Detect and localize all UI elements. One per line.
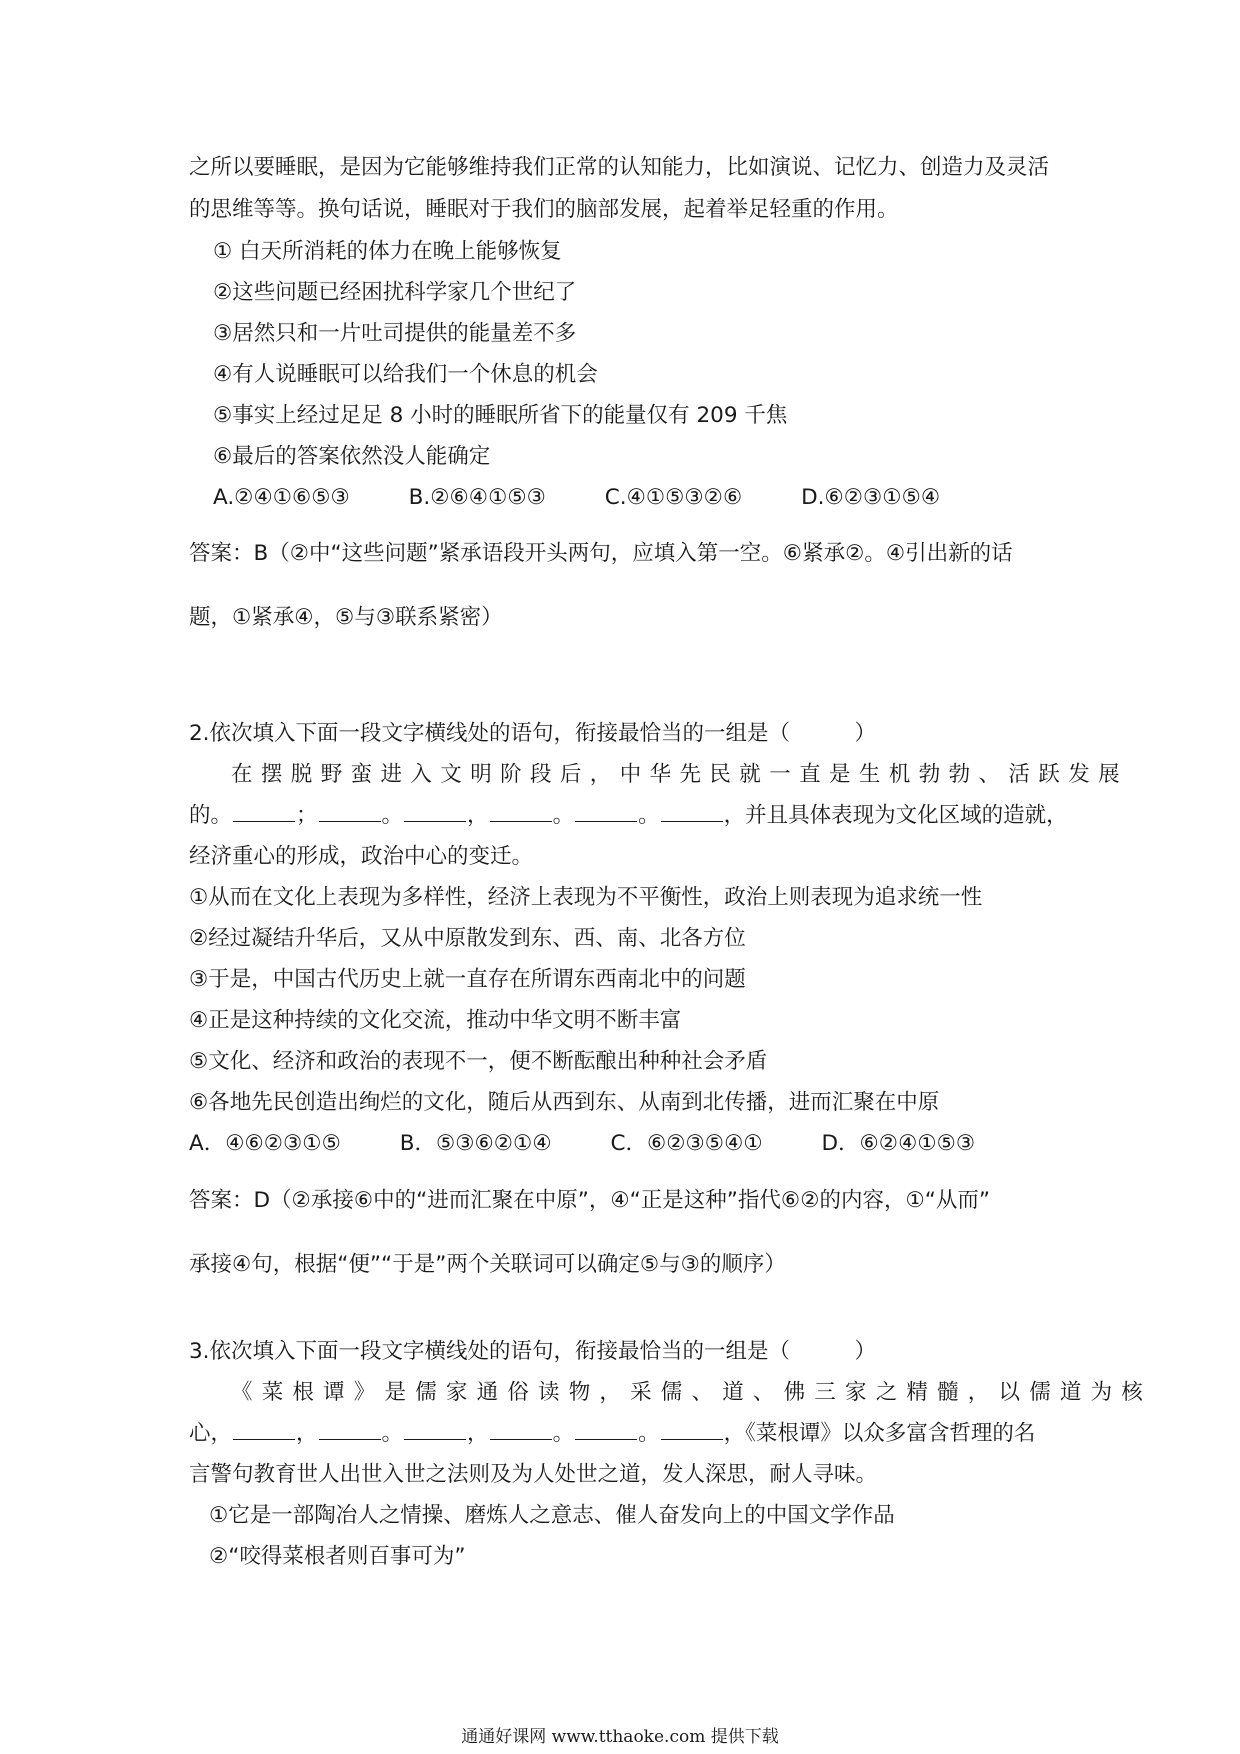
- q1-item: ②这些问题已经困扰科学家几个世纪了: [213, 280, 577, 305]
- q1-answer: 答案：B（②中“这些问题”紧承语段开头两句，应填入第一空。⑥紧承②。④引出新的话: [189, 541, 1013, 566]
- q1-item: ④有人说睡眠可以给我们一个休息的机会: [213, 362, 598, 387]
- q1-item: ③居然只和一片吐司提供的能量差不多: [213, 321, 577, 346]
- q2-passage-start: 的。: [189, 803, 233, 828]
- q3-item: ①它是一部陶冶人之情操、磨炼人之意志、催人奋发向上的中国文学作品: [209, 1503, 895, 1528]
- q2-answer: 承接④句，根据“便”“于是”两个关联词可以确定⑤与③的顺序）: [189, 1252, 786, 1277]
- blank-line: [661, 1421, 723, 1440]
- q3-passage-blanks: 心， ， 。 ， 。 。 ，《菜根谭》以众多富含哲理的名: [189, 1421, 1036, 1446]
- blank-line: [319, 1421, 381, 1440]
- q1-option-d: D.⑥②③①⑤④: [801, 485, 941, 510]
- blank-line: [490, 803, 552, 822]
- q3-passage: 《菜根谭》是儒家通俗读物，采儒、道、佛三家之精髓，以儒道为核: [231, 1380, 1153, 1405]
- q2-passage-end: ，并且具体表现为文化区域的造就，: [723, 803, 1068, 828]
- blank-line: [404, 1421, 466, 1440]
- q2-item: ⑥各地先民创造出绚烂的文化，随后从西到东、从南到北传播，进而汇聚在中原: [189, 1090, 940, 1115]
- q2-option-a: A．④⑥②③①⑤: [189, 1131, 341, 1156]
- q1-option-b: B.②⑥④①⑤③: [408, 485, 546, 510]
- q2-answer: 答案：D（②承接⑥中的“进而汇聚在中原”，④“正是这种”指代⑥②的内容，①“从而”: [189, 1188, 991, 1213]
- q2-options: [189, 1129, 975, 1159]
- q2-item: ④正是这种持续的文化交流，推动中华文明不断丰富: [189, 1008, 682, 1033]
- blank-line: [233, 1421, 295, 1440]
- q2-option-c: C．⑥②③⑤④①: [610, 1131, 763, 1156]
- blank-line: [575, 1421, 637, 1440]
- blank-line: [404, 803, 466, 822]
- q3-passage-start: 心，: [189, 1421, 233, 1446]
- q1-option-c: C.④①⑤③②⑥: [604, 485, 743, 510]
- q3-passage: 言警句教育世人出世入世之法则及为人处世之道，发人深思，耐人寻味。: [189, 1462, 878, 1487]
- q1-options: [213, 483, 940, 513]
- q2-stem: 2.依次填入下面一段文字横线处的语句，衔接最恰当的一组是（ ）: [189, 721, 877, 746]
- blank-line: [661, 803, 723, 822]
- q1-option-a: A.②④①⑥⑤③: [213, 485, 350, 510]
- intro-line: 的思维等等。换句话说，睡眠对于我们的脑部发展，起着举足轻重的作用。: [189, 197, 899, 222]
- intro-line: 之所以要睡眠，是因为它能够维持我们正常的认知能力，比如演说、记忆力、创造力及灵活: [189, 155, 1050, 180]
- q2-item: ①从而在文化上表现为多样性，经济上表现为不平衡性，政治上则表现为追求统一性: [189, 885, 983, 910]
- q1-answer: 题，①紧承④，⑤与③联系紧密）: [189, 605, 503, 630]
- q2-item: ②经过凝结升华后，又从中原散发到东、西、南、北各方位: [189, 926, 746, 951]
- q2-item: ⑤文化、经济和政治的表现不一，便不断酝酿出种种社会矛盾: [189, 1049, 768, 1074]
- blank-line: [319, 803, 381, 822]
- q2-passage: 经济重心的形成，政治中心的变迁。: [189, 844, 534, 869]
- q3-stem: 3.依次填入下面一段文字横线处的语句，衔接最恰当的一组是（ ）: [189, 1339, 877, 1364]
- q2-passage-blanks: 的。 ； 。 ， 。 。 ，并且具体表现为文化区域的造就，: [189, 803, 1068, 828]
- q3-item: ②“咬得菜根者则百事可为”: [209, 1544, 466, 1569]
- q2-passage: 在摆脱野蛮进入文明阶段后，中华先民就一直是生机勃勃、活跃发展: [231, 762, 1129, 787]
- blank-line: [575, 803, 637, 822]
- q3-passage-end: ，《菜根谭》以众多富含哲理的名: [723, 1421, 1036, 1446]
- q1-item: ⑥最后的答案依然没人能确定: [213, 444, 491, 469]
- q1-item: ⑤事实上经过足足 8 小时的睡眠所省下的能量仅有 209 千焦: [213, 403, 788, 428]
- blank-line: [490, 1421, 552, 1440]
- q2-option-d: D．⑥②④①⑤③: [821, 1131, 976, 1156]
- blank-line: [233, 803, 295, 822]
- q2-item: ③于是，中国古代历史上就一直存在所谓东西南北中的问题: [189, 967, 746, 992]
- q2-option-b: B．⑤③⑥②①④: [399, 1131, 552, 1156]
- page-footer: 通通好课网 www.tthaoke.com 提供下载: [461, 1727, 779, 1747]
- q1-item: ① 白天所消耗的体力在晚上能够恢复: [213, 239, 562, 264]
